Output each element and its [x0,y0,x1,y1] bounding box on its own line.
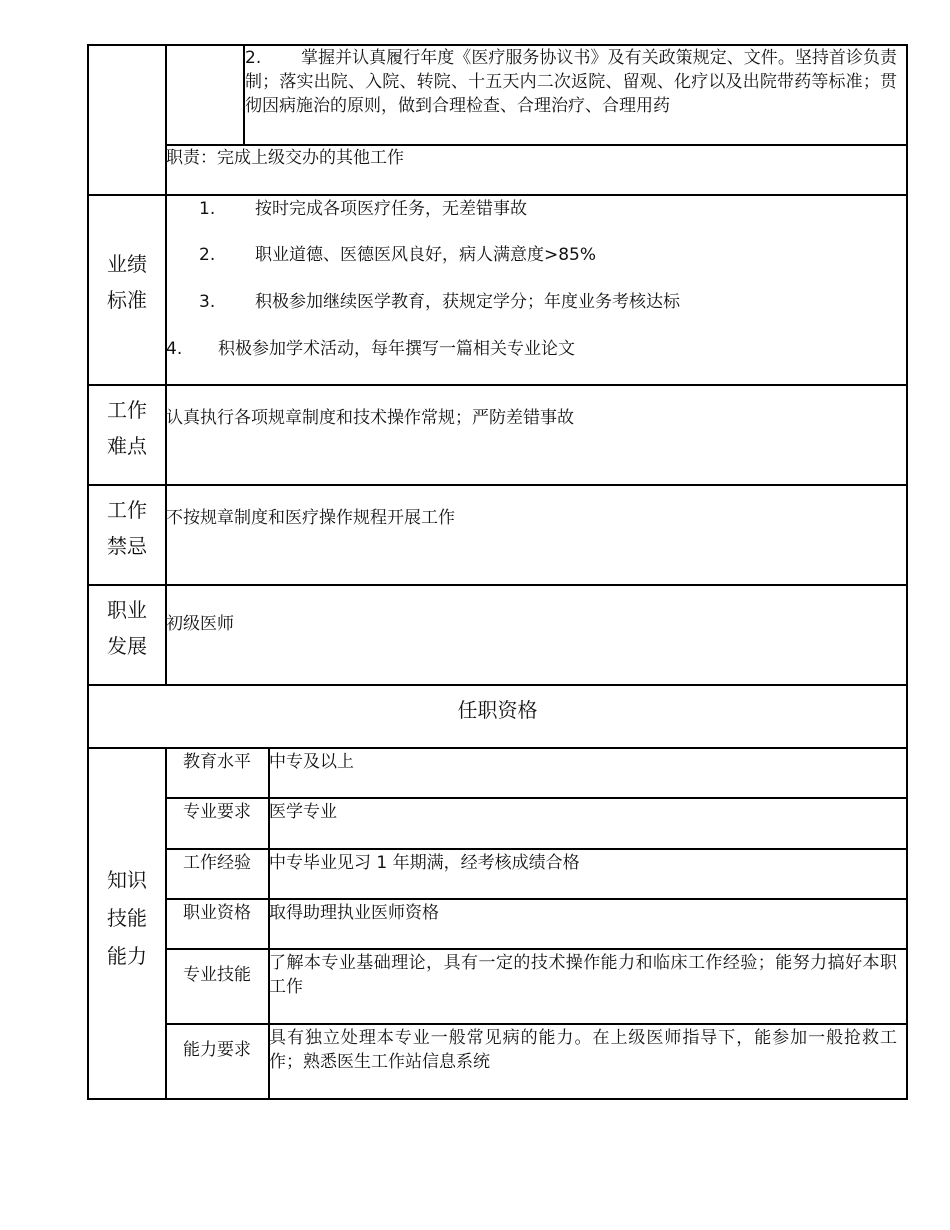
certification-value: 取得助理执业医师资格 [269,903,439,923]
experience-label: 工作经验 [183,853,251,873]
duty-item-2 [245,46,897,118]
education-value: 中专及以上 [269,752,354,772]
row-divider [165,898,908,900]
qualification-title: 任职资格 [457,698,538,722]
education-label: 教育水平 [183,752,251,772]
row-divider [87,484,908,486]
major-value: 医学专业 [269,802,337,822]
label-column-divider [165,44,167,686]
performance-item-1: 1. 按时完成各项医疗任务，无差错事故 [199,199,527,219]
row-divider [87,684,908,686]
skill-label: 专业技能 [183,965,251,985]
ability-label: 能力要求 [183,1040,251,1060]
duty-item-2-number: 2. [245,48,262,68]
duty-item-2-text: 掌握并认真履行年度《医疗服务协议书》及有关政策规定、文件。坚持首诊负责制；落实出院、入院、转院、十五天内二次返院、留观、化疗以及出院带药等标准；贯彻因病施治的原则，做到合理检查、合理治疗、合理用药 [245,48,897,116]
taboo-label: 工作 禁忌 [107,498,147,558]
row-divider [165,948,908,950]
performance-label-line2: 标准 [107,288,147,312]
performance-label-line1: 业绩 [107,252,147,276]
certification-label: 职业资格 [183,903,251,923]
duty-other: 职责：完成上级交办的其他工作 [166,148,404,168]
row-divider [87,384,908,386]
row-divider [87,194,908,196]
performance-label [89,246,165,318]
skill-value: 了解本专业基础理论，具有一定的技术操作能力和临床工作经验；能努力搞好本职工作 [269,953,897,997]
performance-item-2: 2. 职业道德、医德医风良好，病人满意度>85% [199,245,597,265]
taboo-text: 不按规章制度和医疗操作规程开展工作 [166,508,455,528]
ability-value: 具有独立处理本专业一般常见病的能力。在上级医师指导下，能参加一般抢救工作；熟悉医生工作站信息系统 [269,1028,897,1072]
row-divider [165,797,908,799]
difficulty-text: 认真执行各项规章制度和技术操作常规；严防差错事故 [166,408,574,428]
career-label: 职业 发展 [107,598,147,658]
major-label: 专业要求 [183,802,251,822]
performance-item-4: 4. 积极参加学术活动，每年撰写一篇相关专业论文 [166,339,575,359]
table-border-right [906,44,908,1100]
row-divider [165,848,908,850]
performance-item-3: 3. 积极参加继续医学教育，获规定学分；年度业务考核达标 [199,292,680,312]
row-divider [165,1023,908,1025]
qualification-label: 知识 技能 能力 [107,868,147,968]
experience-value: 中专毕业见习 1 年期满，经考核成绩合格 [269,853,580,873]
row-divider [87,584,908,586]
row-divider [87,747,908,749]
career-text: 初级医师 [166,614,234,634]
table-border-bottom [87,1098,908,1100]
difficulty-label: 工作 难点 [107,398,147,458]
